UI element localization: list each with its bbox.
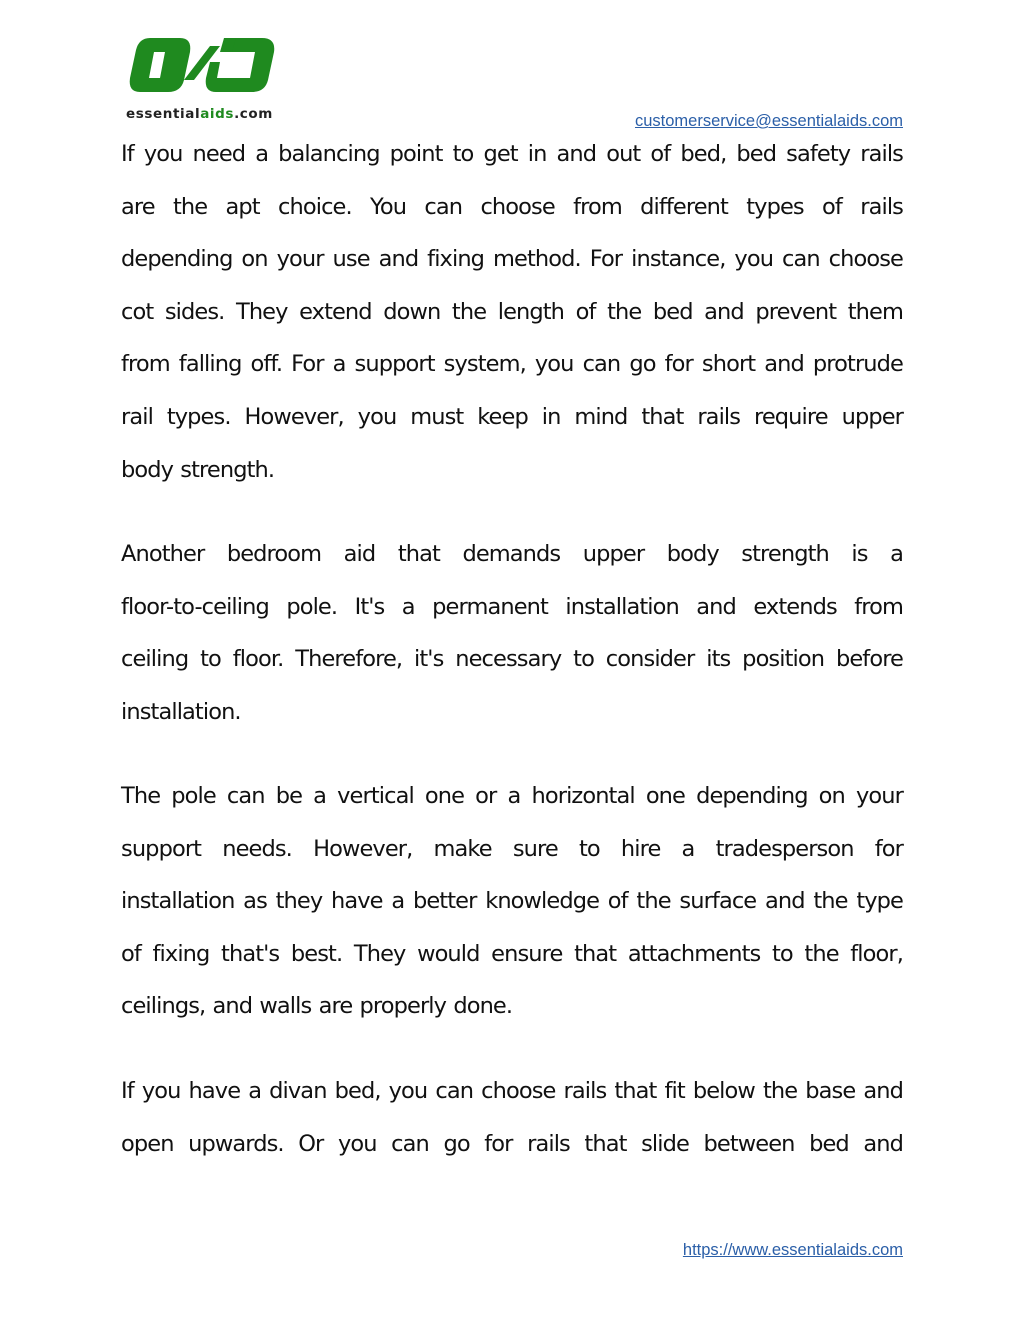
- logo-text-prefix: essential: [126, 106, 201, 122]
- text-line: If you need a balancing point to get in and out of bed, bed safety rails: [121, 141, 903, 167]
- essentialaids-logo: [124, 34, 294, 124]
- text-line: If you have a divan bed, you can choose rails that fit below the base and: [121, 1078, 903, 1104]
- text-line: ceiling to floor. Therefore, it's necessary to consider its position before: [121, 646, 903, 673]
- text-line: from falling off. For a support system, you can go for short and protrude: [121, 351, 903, 378]
- paragraph-divan-bed: [121, 1076, 903, 1181]
- text-line: body strength.: [121, 456, 275, 483]
- logo-wordmark: [126, 106, 273, 122]
- text-line: rail types. However, you must keep in mind that rails require upper: [121, 403, 903, 430]
- paragraph-ceiling-pole: [121, 539, 903, 749]
- website-link[interactable]: https://www.essentialaids.com: [682, 1241, 903, 1259]
- text-line: ceilings, and walls are properly done.: [121, 993, 513, 1020]
- text-line: cot sides. They extend down the length of the bed and prevent them: [121, 298, 903, 325]
- text-line: Another bedroom aid that demands upper body strength is a: [121, 541, 903, 567]
- text-line: support needs. However, make sure to hire a tradesperson for: [121, 835, 903, 862]
- customer-service-email-link[interactable]: customerservice@essentialaids.com: [634, 112, 903, 130]
- text-line: are the apt choice. You can choose from different types of rails: [121, 193, 903, 220]
- logo-mark-icon: [124, 34, 284, 100]
- paragraph-bed-rails: [121, 139, 903, 507]
- text-line: of fixing that's best. They would ensure that attachments to the floor,: [121, 940, 903, 967]
- text-line: installation.: [121, 698, 241, 725]
- paragraph-pole-installation: [121, 781, 903, 1044]
- text-line: floor-to-ceiling pole. It's a permanent installation and extends from: [121, 593, 903, 620]
- text-line: The pole can be a vertical one or a horizontal one depending on your: [121, 783, 903, 809]
- text-line: installation as they have a better knowledge of the surface and the type: [121, 888, 903, 915]
- logo-text-accent: aids: [200, 106, 235, 122]
- text-line: depending on your use and fixing method. For instance, you can choose: [121, 246, 903, 273]
- logo-text-suffix: .com: [234, 106, 273, 122]
- text-line: open upwards. Or you can go for rails that slide between bed and: [121, 1130, 903, 1157]
